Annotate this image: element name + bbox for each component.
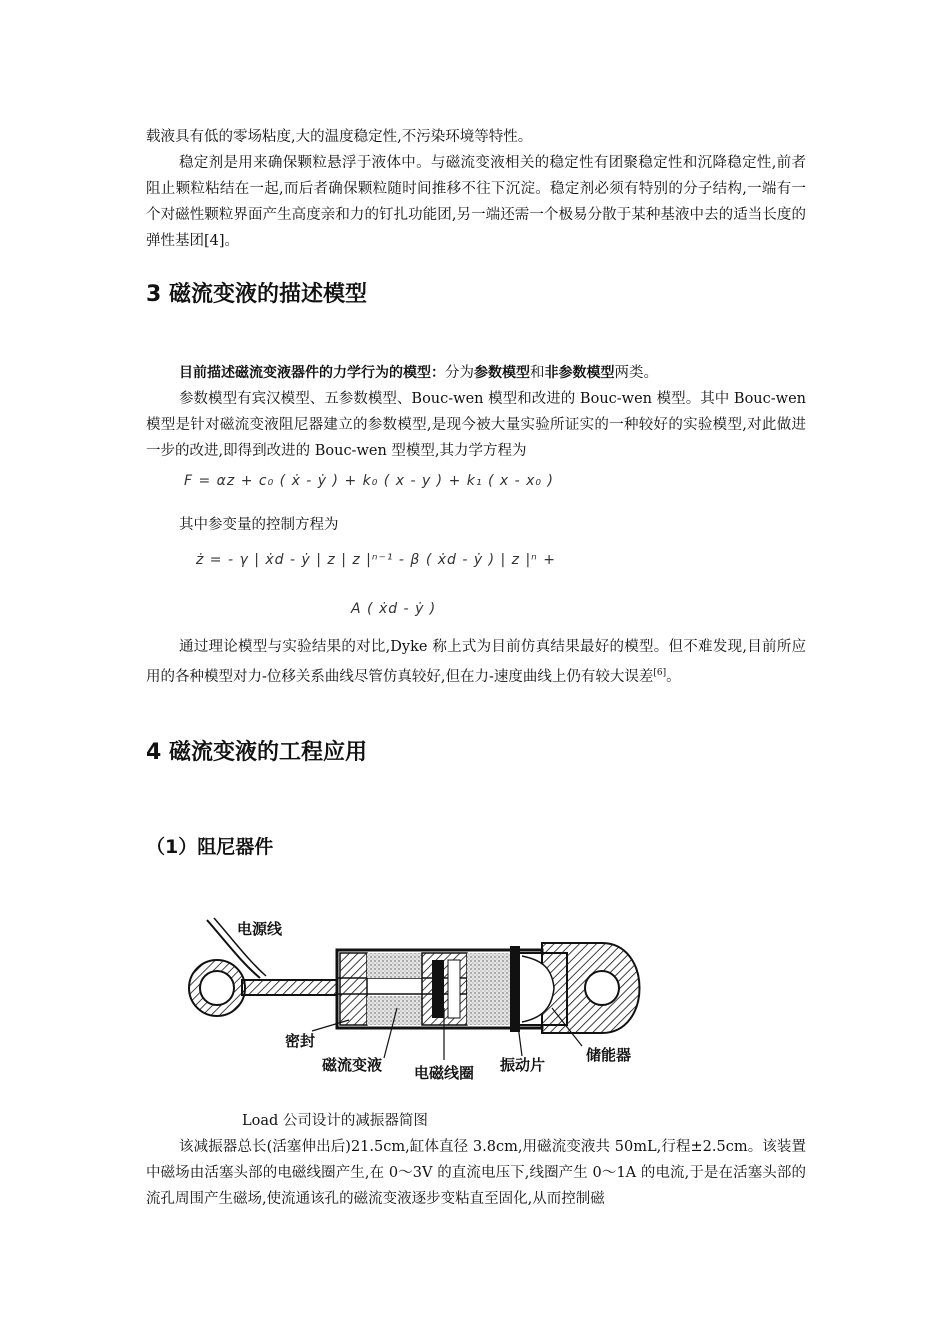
text-part: 分为 bbox=[445, 365, 474, 381]
text-and: 和 bbox=[530, 365, 545, 381]
seal-block bbox=[340, 953, 367, 1025]
equation-z-line1: ż = - γ | ẋd - ẏ | z | z |ⁿ⁻¹ - β ( ẋd - ẏ ) | z |ⁿ + bbox=[196, 552, 556, 568]
bold-param-model: 参数模型 bbox=[474, 365, 530, 381]
mr-fluid-left-bottom bbox=[367, 996, 422, 1025]
paragraph-carrier: 载液具有低的零场粘度,大的温度稳定性,不污染环境等特性。 bbox=[146, 129, 533, 145]
piston-rod bbox=[242, 980, 337, 995]
paragraph-control-eq-intro: 其中参变量的控制方程为 bbox=[179, 517, 339, 533]
heading-section-3: 3 磁流变液的描述模型 bbox=[146, 282, 367, 307]
text-main: 通过理论模型与实验结果的对比,Dyke 称上式为目前仿真结果最好的模型。但不难发现,目前所应用的各种模型对力-位移关系曲线尽管仿真较好,但在力-速度曲线上仍有较大误差 bbox=[146, 639, 806, 685]
bold-nonparam-model: 非参数模型 bbox=[544, 365, 615, 381]
label-accumulator: 储能器 bbox=[586, 1046, 632, 1064]
paragraph-bouc-wen: 参数模型有宾汉模型、五参数模型、Bouc-wen 模型和改进的 Bouc-wen 模型。其中 Bouc-wen 模型是针对磁流变液阻尼器建立的参数模型,是现今被大量实验所证实的一种较好的实验模型,对此做进一步的改进,即得到改进的 Bouc-wen 型模型,其力学方程为 bbox=[146, 391, 806, 459]
label-mr-fluid: 磁流变液 bbox=[322, 1056, 383, 1074]
text-end: 两类。 bbox=[614, 365, 658, 381]
label-vibration-plate: 振动片 bbox=[500, 1056, 546, 1074]
paragraph-stabilizer: 稳定剂是用来确保颗粒悬浮于液体中。与磁流变液相关的稳定性有团聚稳定性和沉降稳定性,前者阻止颗粒粘结在一起,而后者确保颗粒随时间推移不往下沉淀。稳定剂必须有特别的分子结构,一端有一个对磁性颗粒界面产生高度亲和力的钉扎功能团,另一端还需一个极易分散于某种基液中去的适当长度的弹性基团[4]。 bbox=[146, 155, 806, 249]
mr-fluid-left-top bbox=[367, 953, 422, 978]
damper-diagram bbox=[182, 908, 702, 1093]
bold-lead: 目前描述磁流变液器件的力学行为的模型： bbox=[179, 365, 445, 381]
vibration-plate bbox=[510, 946, 520, 1032]
paragraph-model-intro bbox=[146, 360, 806, 386]
figure-caption: Load 公司设计的减振器简图 bbox=[242, 1113, 428, 1129]
paragraph-dyke bbox=[146, 634, 806, 690]
label-power-wire: 电源线 bbox=[237, 920, 283, 938]
right-eye bbox=[585, 971, 619, 1005]
citation-ref: [6] bbox=[653, 668, 667, 678]
label-seal: 密封 bbox=[285, 1032, 316, 1050]
label-coil: 电磁线圈 bbox=[414, 1064, 475, 1082]
text-end: 。 bbox=[666, 668, 681, 685]
heading-damper: （1）阻尼器件 bbox=[146, 836, 274, 858]
paragraph-damper-spec: 该减振器总长(活塞伸出后)21.5cm,缸体直径 3.8cm,用磁流变液共 50mL,行程±2.5cm。该装置中磁场由活塞头部的电磁线圈产生,在 0～3V 的直流电压下,线圈产生 0～1A 的电流,于是在活塞头部的流孔周围产生磁场,使流通该孔的磁流变液逐步变粘直至固化,从而控制磁 bbox=[146, 1139, 806, 1207]
equation-force: F = αz + c₀ ( ẋ - ẏ ) + k₀ ( x - y ) + k₁ ( x - x₀ ) bbox=[184, 473, 554, 489]
heading-section-4: 4 磁流变液的工程应用 bbox=[146, 740, 367, 765]
equation-z-line2: A ( ẋd - ẏ ) bbox=[351, 601, 437, 617]
